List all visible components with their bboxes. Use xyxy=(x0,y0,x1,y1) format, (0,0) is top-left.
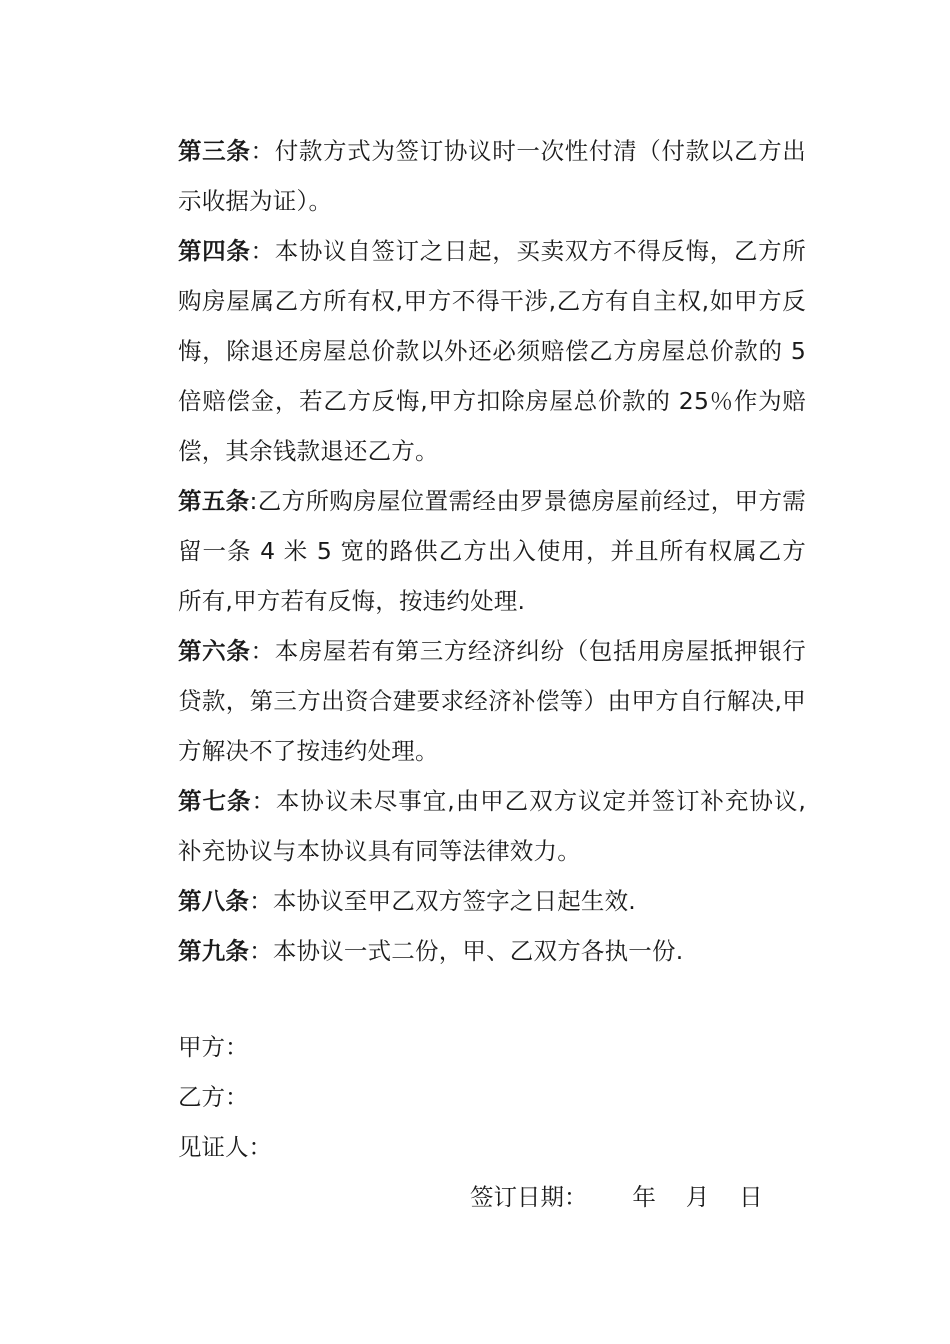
signing-date-line xyxy=(470,1172,763,1222)
clause-6-text: 本房屋若有第三方经济纠纷（包括用房屋抵押银行贷款，第三方出资合建要求经济补偿等）由甲方自行解决,甲方解决不了按违约处理。 xyxy=(178,637,806,765)
clause-5-text: 乙方所购房屋位置需经由罗景德房屋前经过，甲方需留一条 4 米 5 宽的路供乙方出入使用，并且所有权属乙方所有,甲方若有反悔，按违约处理. xyxy=(178,487,806,615)
signature-block xyxy=(178,1022,806,1172)
clause-4-separator: ： xyxy=(250,237,275,265)
clause-8-label: 第八条 xyxy=(178,887,250,915)
clause-9-separator: ： xyxy=(249,937,273,965)
clause-7 xyxy=(178,776,806,876)
clause-9-text: 本协议一式二份，甲、乙双方各执一份. xyxy=(272,937,684,965)
clause-7-separator: ： xyxy=(251,787,276,815)
clause-3 xyxy=(178,126,806,226)
clause-6-separator: ： xyxy=(250,637,275,665)
party-b-signature-line: 乙方： xyxy=(178,1083,249,1111)
date-day: 日 xyxy=(739,1183,763,1211)
clause-7-label: 第七条 xyxy=(178,787,252,815)
clause-5-separator: : xyxy=(249,487,258,515)
clause-3-separator: ： xyxy=(250,137,275,165)
clause-8 xyxy=(178,876,806,926)
party-a-signature-line: 甲方： xyxy=(178,1033,249,1061)
date-month: 月 xyxy=(685,1183,710,1211)
clause-9-label: 第九条 xyxy=(178,937,250,965)
clause-9 xyxy=(178,926,806,976)
signing-date-label: 签订日期： xyxy=(470,1183,588,1211)
date-year: 年 xyxy=(632,1183,656,1211)
clause-3-label: 第三条 xyxy=(178,137,251,165)
clause-4-label: 第四条 xyxy=(178,237,251,265)
clause-6 xyxy=(178,626,806,776)
clause-6-label: 第六条 xyxy=(178,637,251,665)
agreement-clauses xyxy=(178,126,806,976)
witness-signature-line: 见证人： xyxy=(178,1133,272,1161)
clause-5 xyxy=(178,476,806,626)
clause-7-text: 本协议未尽事宜,由甲乙双方议定并签订补充协议,补充协议与本协议具有同等法律效力。 xyxy=(178,787,807,865)
clause-5-label: 第五条 xyxy=(178,487,250,515)
clause-4 xyxy=(178,226,806,476)
clause-8-separator: ： xyxy=(249,887,273,915)
clause-4-text: 本协议自签订之日起，买卖双方不得反悔，乙方所购房屋属乙方所有权,甲方不得干涉,乙方有自主权,如甲方反悔，除退还房屋总价款以外还必须赔偿乙方房屋总价款的 5 倍赔偿金，若乙方反悔,甲方扣除房屋总价款的 25％作为赔偿，其余钱款退还乙方。 xyxy=(178,237,806,465)
clause-3-text: 付款方式为签订协议时一次性付清（付款以乙方出示收据为证）。 xyxy=(178,137,806,215)
clause-8-text: 本协议至甲乙双方签字之日起生效. xyxy=(272,887,636,915)
